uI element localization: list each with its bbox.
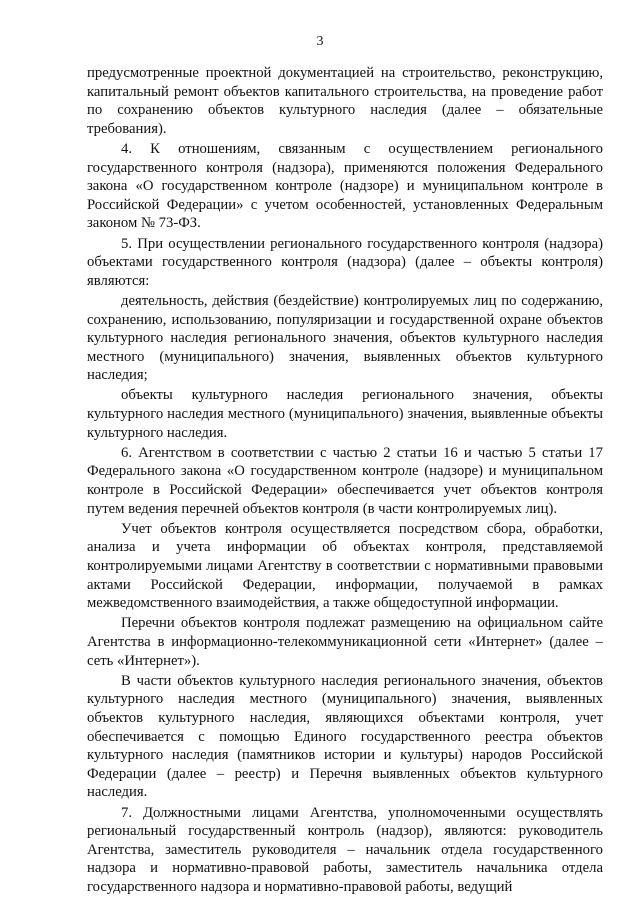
paragraph-item-6: 6. Агентством в соответствии с частью 2 статьи 16 и частью 5 статьи 17 Федерального закона «О государственном контроле (надзоре) и муниципальном контроле в Российской Федерации» обеспечивается учет объектов контроля путем ведения перечней объектов контроля (в части контролируемых лиц).: [87, 444, 603, 517]
page-number: 3: [316, 34, 324, 49]
document-body: [87, 64, 603, 898]
paragraph-item-5: 5. При осуществлении регионального государственного контроля (надзора) объектами государственного контроля (надзора) (далее – объекты контроля) являются:: [87, 235, 603, 289]
paragraph-item-4: 4. К отношениям, связанным с осуществлением регионального государственного контроля (надзора), применяются положения Федерального закона «О государственном контроле (надзоре) и муниципальном контроле в Российской Федерации» с учетом особенностей, установленных Федеральным законом № 73-ФЗ.: [87, 140, 603, 232]
paragraph-control-activity: деятельность, действия (бездействие) контролируемых лиц по содержанию, сохранению, использованию, популяризации и государственной охране объектов культурного наследия регионального значения, объектов культурного наследия местного (муниципального) значения, выявленных объектов культурного наследия;: [87, 292, 603, 384]
paragraph-registry: В части объектов культурного наследия регионального значения, объектов культурного наследия местного (муниципального) значения, выявленных объектов культурного наследия, являющихся объектами контроля, учет обеспечивается с помощью Единого государственного реестра объектов культурного наследия (памятников истории и культуры) народов Российской Федерации (далее – реестр) и Перечня выявленных объектов культурного наследия.: [87, 672, 603, 801]
paragraph-lists-publication: Перечни объектов контроля подлежат размещению на официальном сайте Агентства в информационно-телекоммуникационной сети «Интернет» (далее – сеть «Интернет»).: [87, 615, 603, 669]
paragraph-obligatory-requirements: предусмотренные проектной документацией на строительство, реконструкцию, капитальный ремонт объектов капитального строительства, на проведение работ по сохранению объектов культурного наследия (далее – обязательные требования).: [87, 65, 603, 137]
paragraph-control-objects: объекты культурного наследия регионального значения, объекты культурного наследия местного (муниципального) значения, выявленные объекты культурного наследия.: [87, 387, 603, 441]
paragraph-accounting: Учет объектов контроля осуществляется посредством сбора, обработки, анализа и учета информации об объектах контроля, представляемой контролируемыми лицами Агентству в соответствии с нормативными правовыми актами Российской Федерации, информации, получаемой в рамках межведомственного взаимодействия, а также общедоступной информации.: [87, 520, 603, 612]
paragraph-item-7: 7. Должностными лицами Агентства, уполномоченными осуществлять региональный государственный контроль (надзор), являются: руководитель Агентства, заместитель руководителя – начальник отдела государственного надзора и нормативно-правовой работы, заместитель начальника отдела государственного надзора и нормативно-правовой работы, ведущий: [87, 804, 603, 895]
